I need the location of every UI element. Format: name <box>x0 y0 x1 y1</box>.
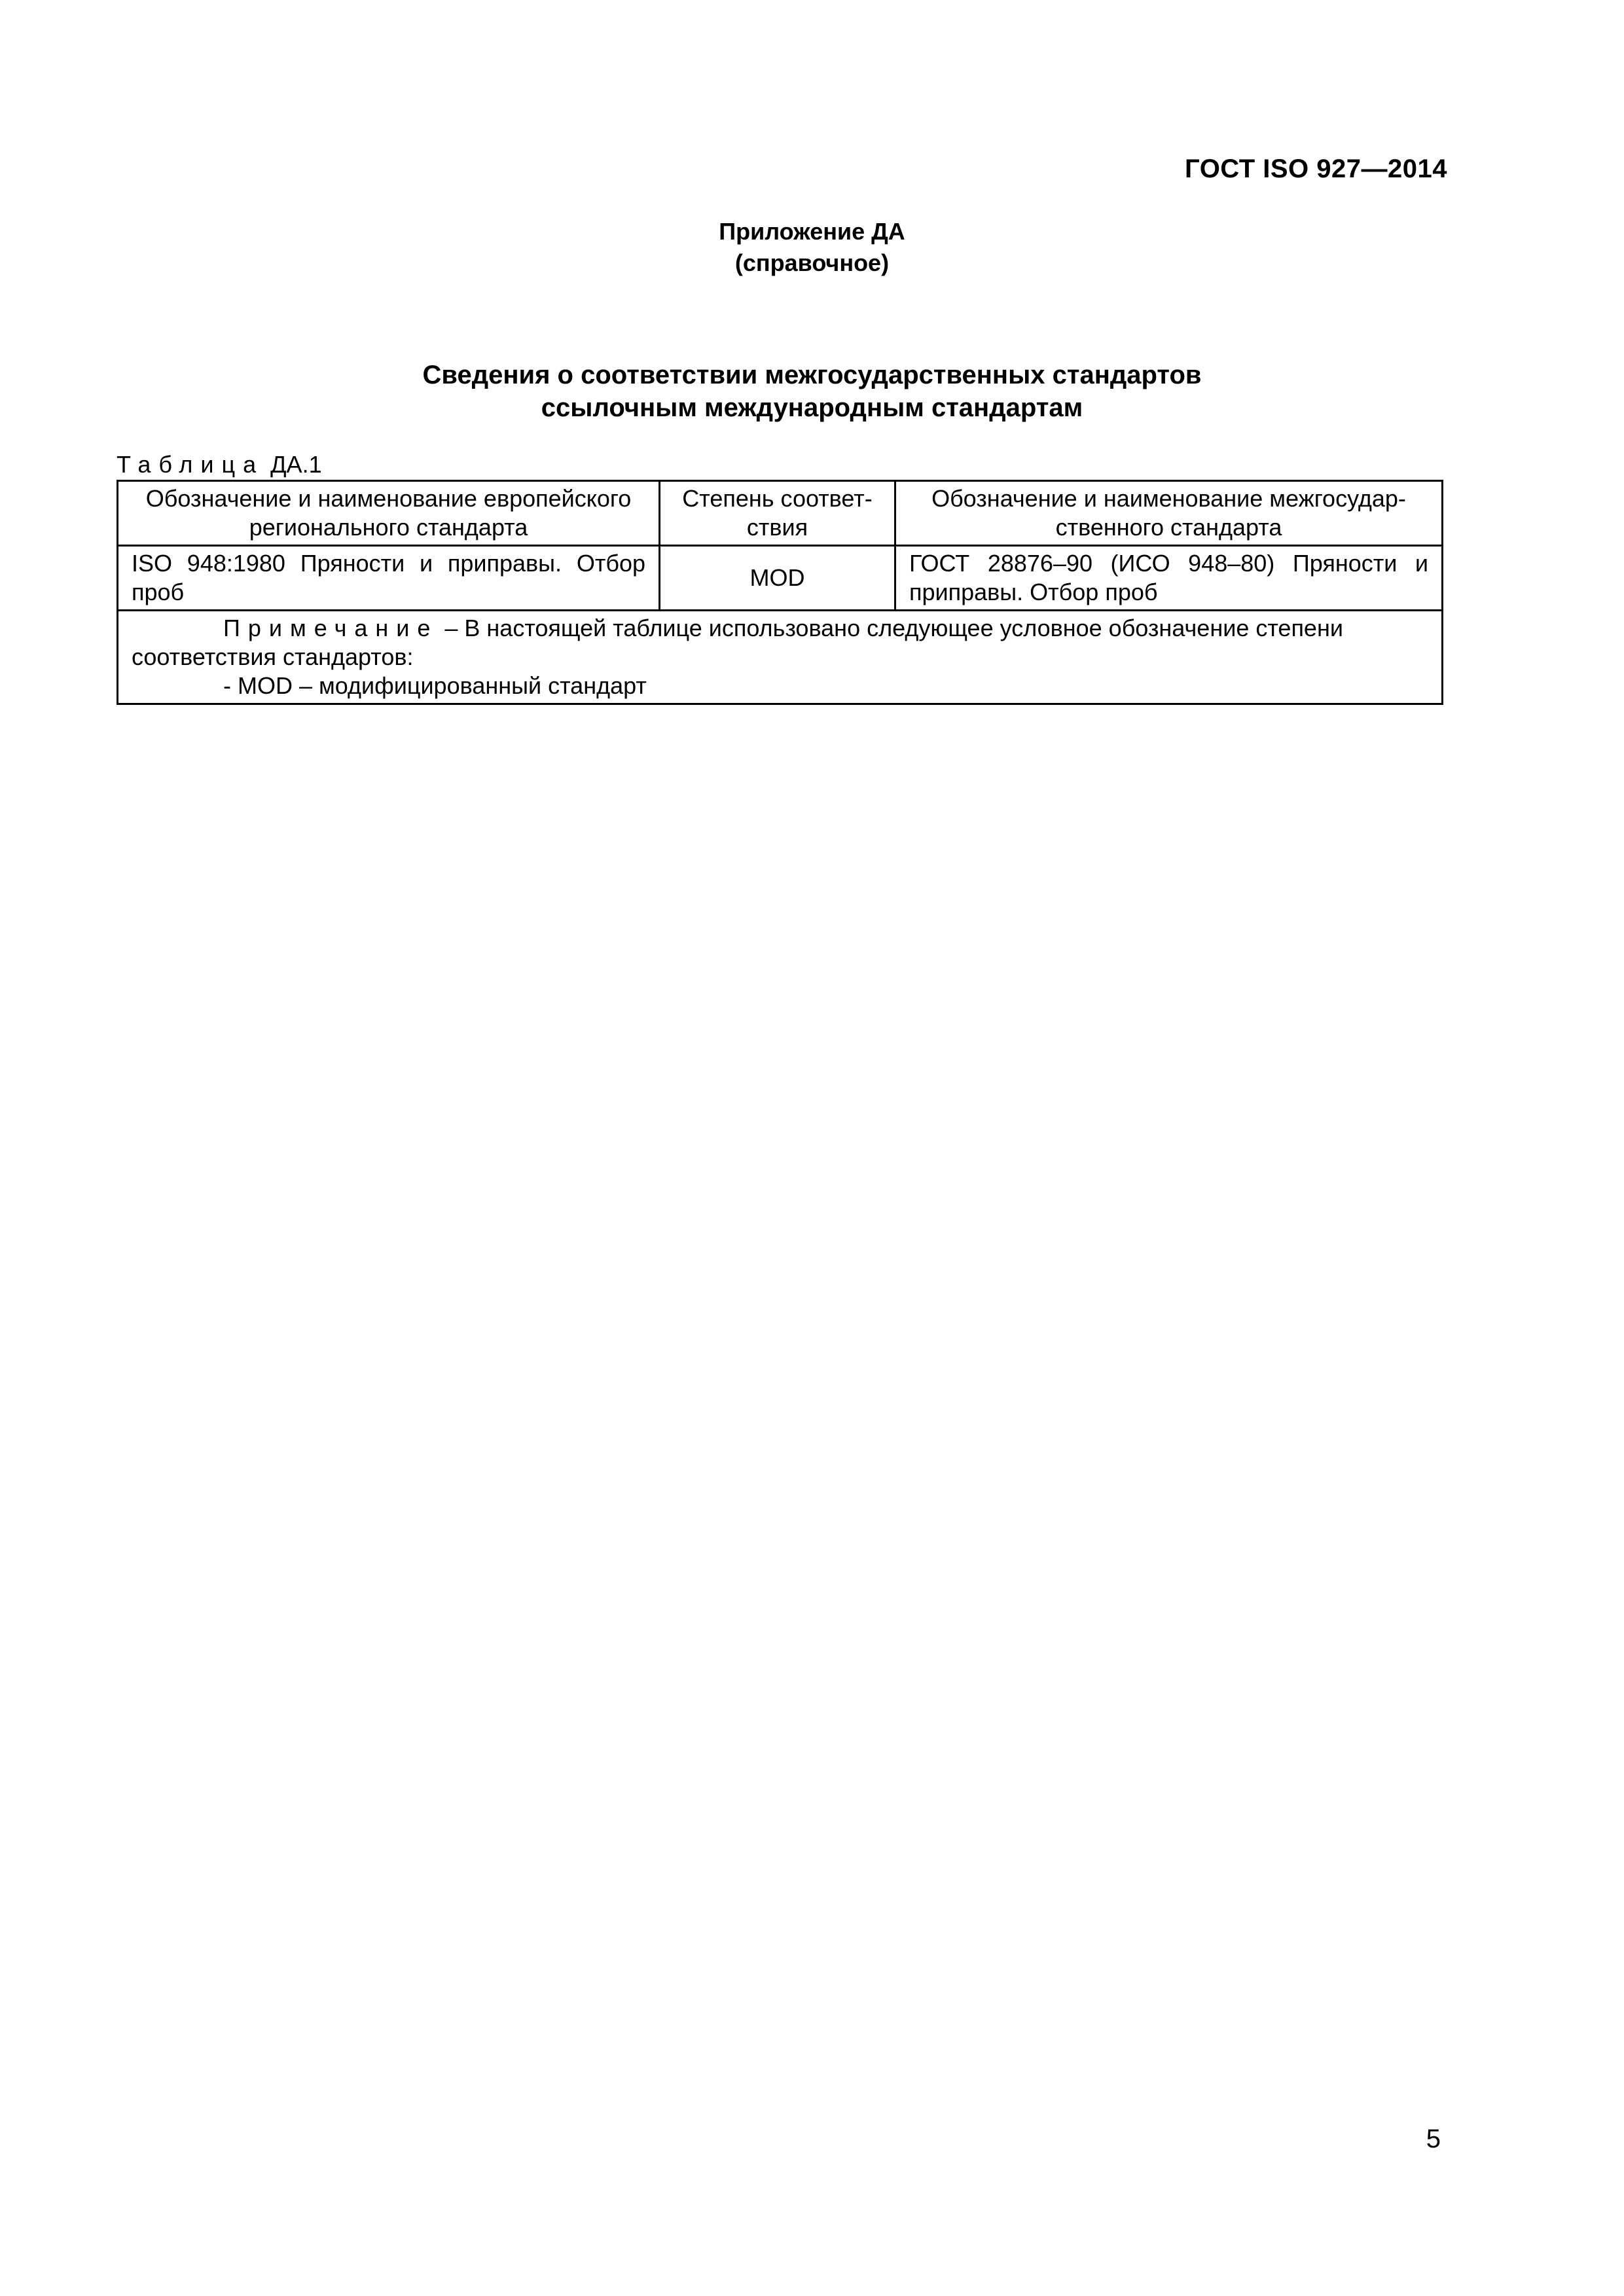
table-note <box>118 611 1443 704</box>
appendix-title: Приложение ДА <box>719 218 905 245</box>
page-title <box>0 359 1624 424</box>
appendix-heading <box>0 216 1624 279</box>
table-caption-label: Таблица <box>117 451 264 478</box>
document-code: ГОСТ ISO 927—2014 <box>1185 154 1447 183</box>
header-european-standard: Обозначение и наименование европейского регионального стандарта <box>118 481 660 546</box>
table-caption <box>117 452 322 478</box>
page-number: 5 <box>1426 2125 1441 2153</box>
note-list-item: - MOD – модифицированный стандарт <box>223 672 647 699</box>
header-degree: Степень соответ-ствия <box>660 481 895 546</box>
table-row <box>118 546 1443 611</box>
correspondence-table <box>117 480 1443 705</box>
table-header-row <box>118 481 1443 546</box>
table-note-row <box>118 611 1443 704</box>
cell-interstate-standard: ГОСТ 28876–90 (ИСО 948–80) Пряности и приправы. Отбор проб <box>895 546 1443 611</box>
cell-european-standard: ISO 948:1980 Пряности и приправы. Отбор проб <box>118 546 660 611</box>
page-title-line-2: ссылочным международным стандартам <box>541 393 1083 422</box>
note-text: – В настоящей таблице использовано следующее условное обозначение степени соответствия стандартов: <box>132 615 1343 670</box>
note-label: Примечание <box>223 615 439 641</box>
cell-degree: MOD <box>660 546 895 611</box>
note-text-line <box>132 614 1428 672</box>
appendix-type: (справочное) <box>734 249 890 276</box>
header-interstate-standard: Обозначение и наименование межгосудар-ственного стандарта <box>895 481 1443 546</box>
page-title-line-1: Сведения о соответствии межгосударственных стандартов <box>422 361 1202 389</box>
table-caption-number: ДА.1 <box>270 451 322 478</box>
